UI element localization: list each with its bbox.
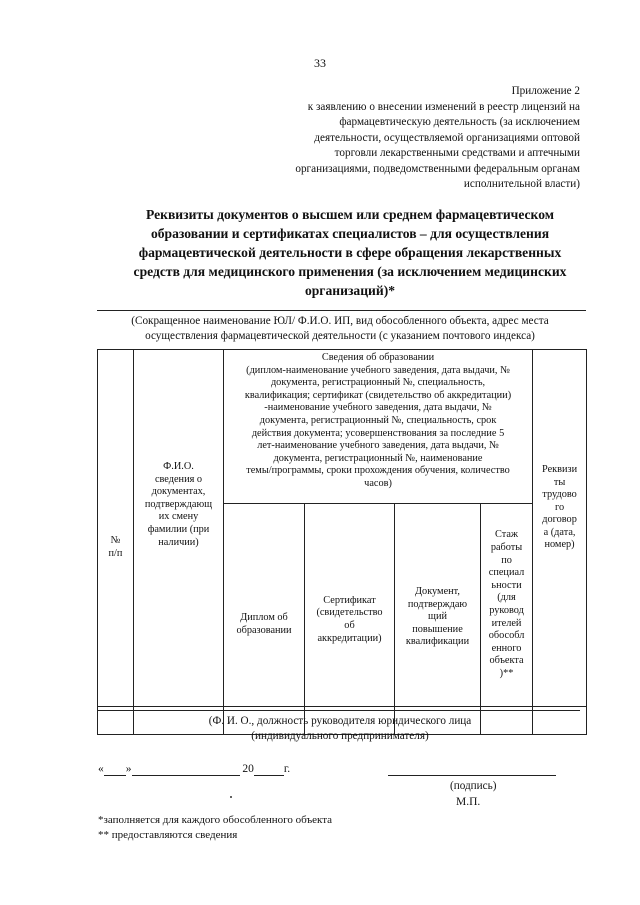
date-month-blank[interactable] xyxy=(132,763,240,776)
page-number: 33 xyxy=(314,56,326,70)
header-qualification: Документ, подтверждаю щий повышение квалификации xyxy=(395,504,481,707)
title-line: фармацевтической деятельности в сфере обращения лекарственных xyxy=(138,245,562,260)
header-fio: Ф.И.О. сведения о документах, подтверждающ их смену фамилии (при наличии) xyxy=(134,350,224,707)
org-name-line[interactable] xyxy=(97,310,586,311)
head-name-line[interactable] xyxy=(97,710,580,711)
head-caption-line: (индивидуального предпринимателя) xyxy=(251,730,429,742)
appendix-line: к заявлению о внесении изменений в реестр лицензий на xyxy=(307,100,580,113)
year-prefix: 20 xyxy=(242,763,254,775)
signature-caption: (подпись) xyxy=(450,780,497,792)
date-open-quote: « xyxy=(98,763,104,775)
title-line: средств для медицинского применения (за исключением медицинских xyxy=(133,264,567,279)
header-number: № п/п xyxy=(98,350,134,707)
date-day-blank[interactable] xyxy=(104,763,126,776)
document-title xyxy=(100,205,600,300)
header-education-group: Сведения об образовании (диплом-наименование учебного заведения, дата выдачи, № документа, регистрационный №, специальность, квалификация; сертификат (свидетельство об аккредитации) -наименование учебного заведения, дата выдачи, № документа, регистрационный №, специальность, срок действия документа; усовершенствования за последние 5 лет-наименование учебного заведения, дата выдачи, № документа, регистрационный №, наименование темы/программы, сроки прохождения обучения, количество часов) xyxy=(224,350,533,504)
date-close-quote: » xyxy=(125,763,132,775)
header-employment-contract: Реквизи ты трудово го договор а (дата, номер) xyxy=(533,350,587,707)
header-experience: Стаж работы по специал ьности (для руковод ителей обособл енного объекта )** xyxy=(481,504,533,707)
title-line: Реквизиты документов о высшем или среднем фармацевтическом xyxy=(145,207,555,222)
title-line: организаций)* xyxy=(304,283,396,298)
appendix-line: фармацевтическую деятельность (за исключением xyxy=(339,116,580,128)
stray-dot xyxy=(230,796,232,798)
head-caption xyxy=(100,714,580,744)
head-caption-line: (Ф. И. О., должность руководителя юридического лица xyxy=(208,715,472,727)
appendix-line: Приложение 2 xyxy=(511,85,580,97)
appendix-header xyxy=(250,84,580,193)
stamp-place-label: М.П. xyxy=(456,796,481,808)
date-year-blank[interactable] xyxy=(254,763,284,776)
org-caption-line: осуществления фармацевтической деятельности (с указанием почтового индекса) xyxy=(145,330,535,342)
signature-line[interactable] xyxy=(388,775,556,776)
header-diploma: Диплом об образовании xyxy=(224,504,305,707)
date-field xyxy=(98,763,290,776)
appendix-line: исполнительной власти) xyxy=(463,178,580,190)
title-line: образовании и сертификатах специалистов – для осуществления xyxy=(150,226,550,241)
appendix-line: организациями, подведомственными федеральным органам xyxy=(295,162,580,175)
org-caption xyxy=(90,314,590,344)
footnote-1: *заполняется для каждого обособленного объекта xyxy=(98,814,333,826)
appendix-line: деятельности, осуществляемой организациями оптовой xyxy=(314,131,580,144)
org-caption-line: (Сокращенное наименование ЮЛ/ Ф.И.О. ИП, вид обособленного объекта, адрес места xyxy=(131,315,549,327)
appendix-line: торговли лекарственными средствами и аптечными xyxy=(334,147,580,159)
requisites-table xyxy=(97,349,587,735)
header-certificate: Сертификат (свидетельство об аккредитации) xyxy=(305,504,395,707)
footnote-2: ** предоставляются сведения xyxy=(98,829,238,841)
year-suffix: г. xyxy=(283,763,291,775)
